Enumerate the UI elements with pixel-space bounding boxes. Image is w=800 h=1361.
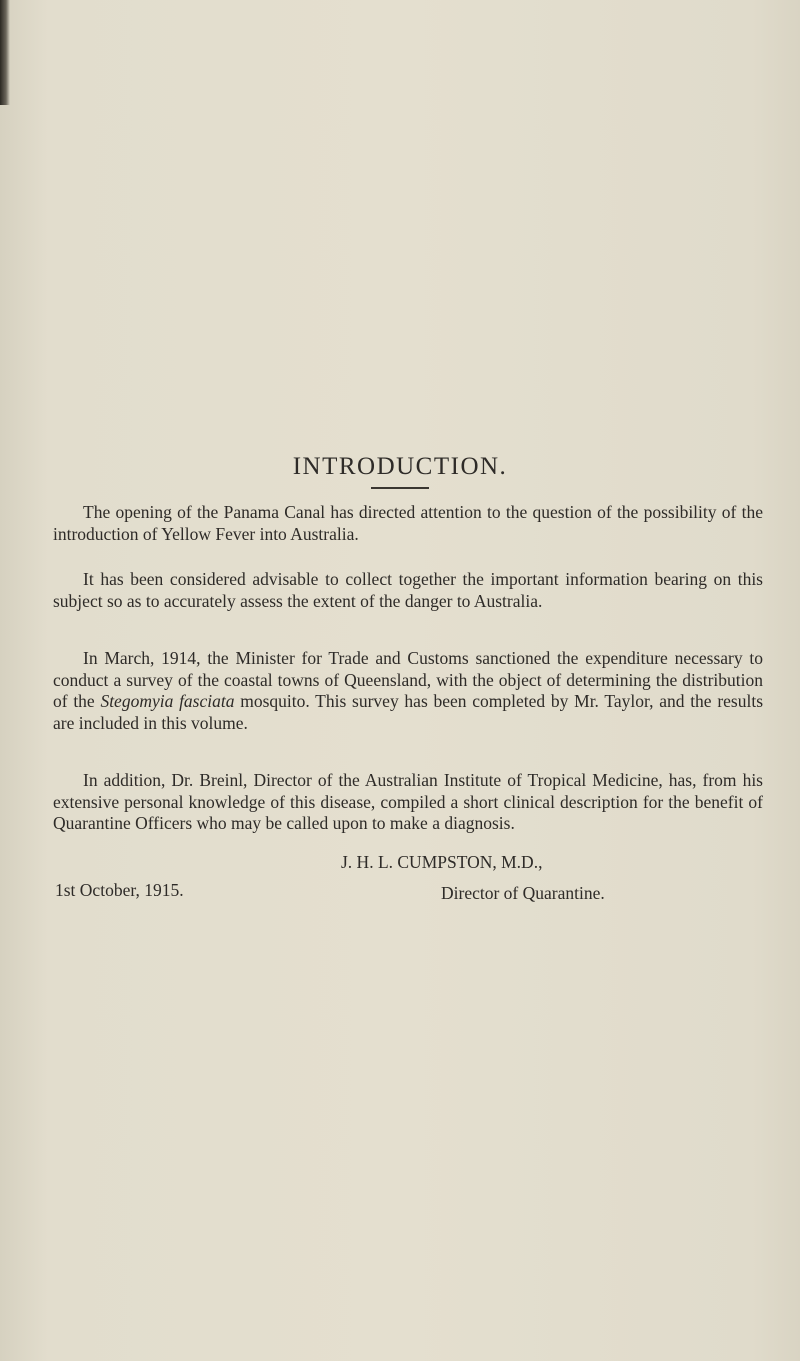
paragraph-survey: [53, 648, 763, 734]
signature-date: 1st October, 1915.: [55, 880, 184, 900]
paragraph-purpose: It has been considered advisable to collect together the important information bearing on this subject so as to accurately assess the extent of the danger to Australia.: [53, 569, 763, 611]
paragraph-survey-text-1: In March, 1914, the Minister for Trade and Customs sanctioned the expenditure necessary to conduct a survey of the coastal towns of Queensland, with the object of determining the distribution of the: [53, 648, 763, 711]
species-name: Stegomyia fasciata: [100, 691, 235, 711]
signature-role: Director of Quarantine.: [441, 883, 605, 903]
binding-edge: [0, 0, 10, 105]
paragraph-clinical-description: In addition, Dr. Breinl, Director of the Australian Institute of Tropical Medicine, has, from his extensive personal knowledge of this disease, compiled a short clinical description for the benefit of Quarantine Officers who may be called upon to make a diagnosis.: [53, 770, 763, 833]
paragraph-panama-canal: The opening of the Panama Canal has directed attention to the question of the possibility of the introduction of Yellow Fever into Australia.: [53, 502, 763, 544]
title-divider: [371, 487, 429, 489]
page-title: INTRODUCTION.: [292, 453, 508, 480]
signature-name: J. H. L. CUMPSTON, M.D.,: [341, 852, 543, 872]
paragraph-survey-text-2: mosquito. This survey has been completed by Mr. Taylor, and the results are included in this volume.: [53, 691, 764, 733]
